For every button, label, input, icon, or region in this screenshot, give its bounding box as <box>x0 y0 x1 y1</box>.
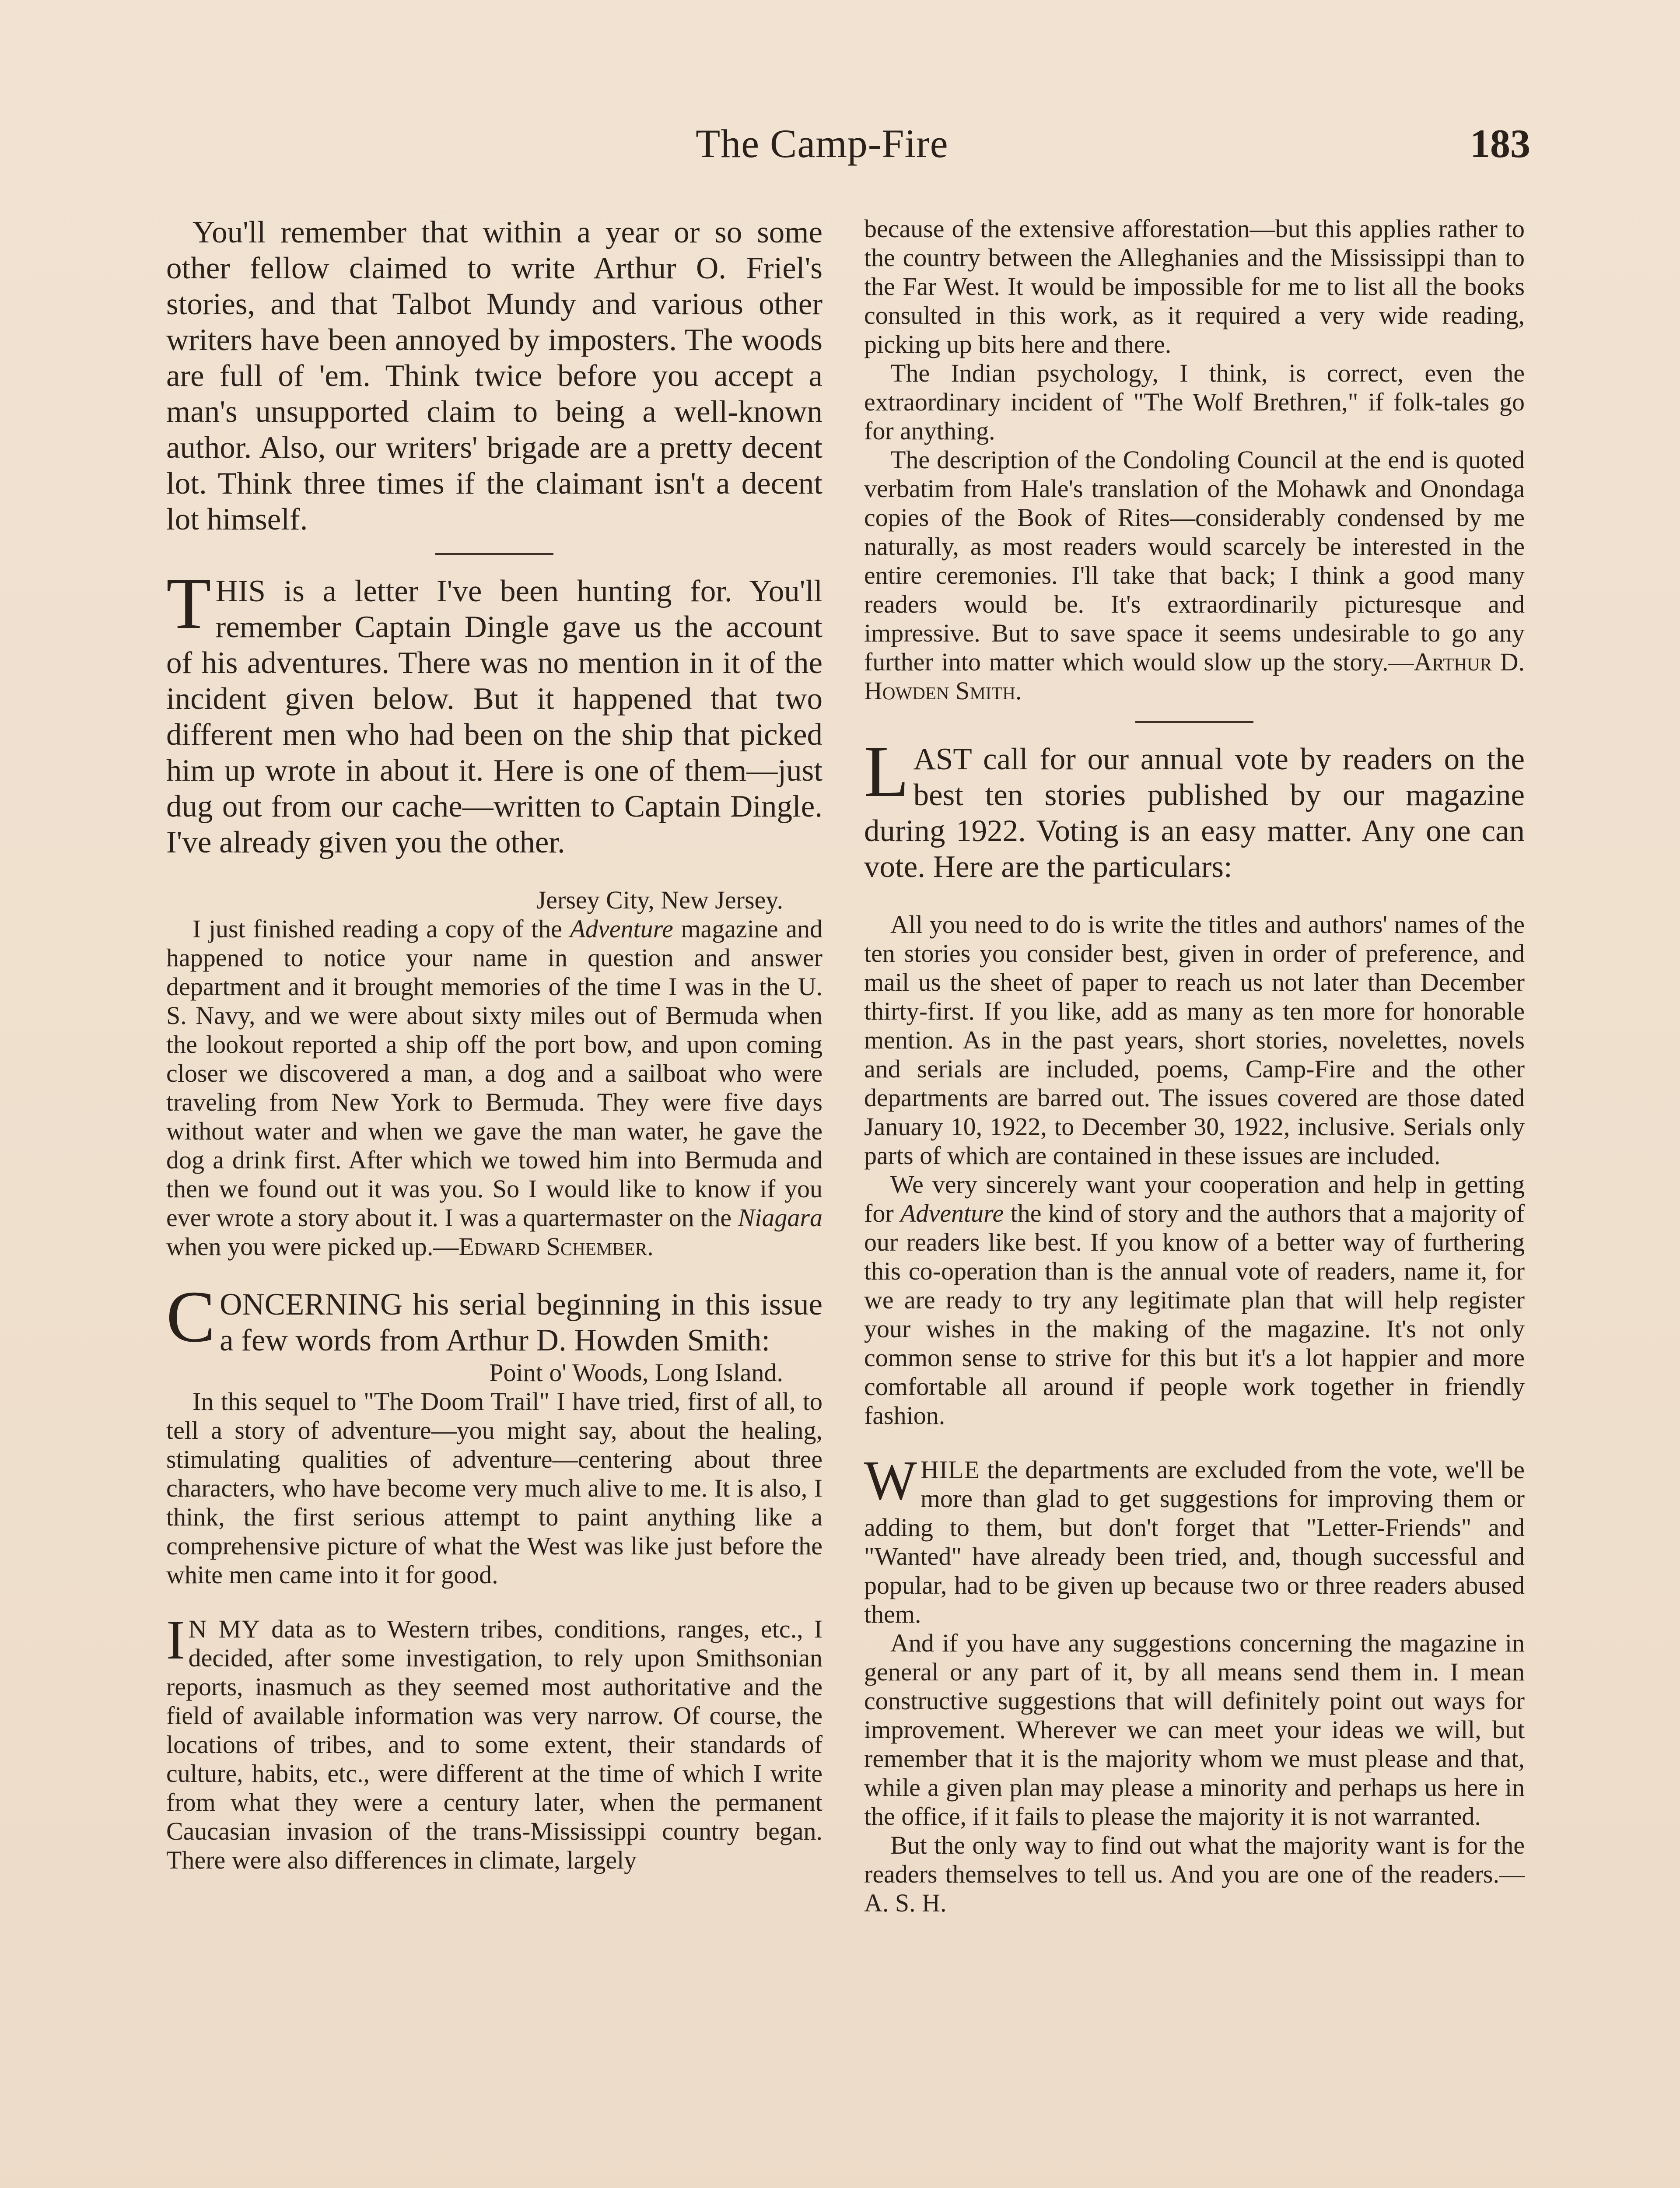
letter-signature: Edward Schember. <box>458 1232 654 1261</box>
left-column <box>166 214 822 1875</box>
vote-instructions-paragraph: All you need to do is write the titles and authors' names of the ten stories you consider best, given in order of preference, and mail us the sheet of paper to reach us not later than December thirty-first. If you like, add as many as ten more for honorable mention. As in the past years, short stories, novelettes, novels and serials are included, poems, Camp-Fire and the other departments are barred out. The issues covered are those dated January 10, 1922, to December 30, 1922, inclusive. Serials only parts of which are contained in these issues are included. <box>864 910 1525 1170</box>
vote-cooperation-paragraph: We very sincerely want your cooperation and help in getting for Adventure the kind of story and the authors that a majority of our readers like best. If you know of a better way of furthering this co-operation than is the annual vote of readers, name it, for we are ready to try any legitimate plan that will help register your wishes in the making of the magazine. It's not only common sense to strive for this but it's a lot happier and more comfortable all around if people work together in friendly fashion. <box>864 1170 1525 1430</box>
serial-intro-paragraph <box>166 1276 822 1358</box>
smith-psychology-paragraph: The Indian psychology, I think, is correct, even the extraordinary incident of "The Wolf Brethren," if folk-tales go for anything. <box>864 359 1525 445</box>
letter-place-line: Jersey City, New Jersey. <box>536 886 783 914</box>
drop-cap: I <box>166 1609 185 1671</box>
page-header <box>0 120 1680 182</box>
smith-continued-paragraph: because of the extensive afforestation—but this applies rather to the country between the Alleghanies and the Mississippi than to the Far West. It would be impossible for me to list all the books consulted in this work, as it required a very wide reading, picking up bits here and there. <box>864 214 1525 358</box>
dingle-intro-text: HIS is a letter I've been hunting for. You'll remember Captain Dingle gave us the account of his adventures. There was no mention in it of the incident given below. But it happened that two different men who had been on the ship that picked him up wrote in about it. Here is one of them—just dug out from our cache—written to Captain Dingle. I've already given you the other. <box>166 574 822 859</box>
closing-paragraph: But the only way to find out what the majority want is for the readers themselves to tell us. And you are one of the readers.—A. S. H. <box>864 1831 1525 1917</box>
section-divider <box>435 553 553 555</box>
running-title: The Camp-Fire <box>696 121 948 166</box>
vote-call-text: AST call for our annual vote by readers on the best ten stories published by our magazine during 1922. Voting is an easy matter. Any one can vote. Here are the particulars: <box>864 742 1525 884</box>
page-number: 183 <box>1470 121 1530 166</box>
letter-place-line: Point o' Woods, Long Island. <box>489 1358 783 1387</box>
right-column <box>864 214 1525 1918</box>
drop-cap: W <box>864 1449 917 1511</box>
magazine-name: Adventure <box>570 915 673 943</box>
drop-cap: L <box>864 731 909 812</box>
magazine-name: Adventure <box>900 1199 1004 1227</box>
smith-council-paragraph: The description of the Condoling Council at the end is quoted verbatim from Hale's translation of the Mohawk and Onondaga copies of the Book of Rites—considerably condensed by me naturally, as most readers would scarcely be interested in the entire ceremonies. I'll take that back; I think a good many readers would be. It's extraordinarily picturesque and impressive. But to save space it seems undesirable to go any further into matter which would slow up the story.—Arthur D. Howden Smith. <box>864 445 1525 705</box>
schember-letter: I just finished reading a copy of the Adventure magazine and happened to notice your name in question and answer department and it brought memories of the time I was in the U. S. Navy, and we were about sixty miles out of Bermuda when the lookout reported a ship off the port bow, and upon coming closer we discovered a man, a dog and a sailboat who were traveling from New York to Bermuda. They were five days without water and when we gave the man water, he gave the dog a drink first. After which we towed him into Bermuda and then we found out it was you. So I would like to know if you ever wrote a story about it. I was a quartermaster on the Niagara when you were picked up.—Edward Schember. <box>166 915 823 1261</box>
smith-data-paragraph: I N MY data as to Western tribes, conditions, ranges, etc., I decided, after some investigation, to rely upon Smithsonian reports, inasmuch as they seemed most authoritative and the field of available information was very narrow. Of course, the locations of tribes, and to some extent, their standards of culture, habits, etc., were different at the time of which I write from what they were a century later, when the permanent Caucasian invasion of the trans-Mississippi country began. There were also differences in climate, largely <box>166 1609 823 1874</box>
intro-paragraph: You'll remember that within a year or so some other fellow claimed to write Arthur O. Friel's stories, and that Talbot Mundy and various other writers have been annoyed by imposters. The woods are full of 'em. Think twice before you accept a man's unsupported claim to being a well-known author. Also, our writers' brigade are a pretty decent lot. Think three times if the claimant isn't a decent lot himself. <box>166 215 822 536</box>
departments-paragraph: WHILE the departments are excluded from the vote, we'll be more than glad to get suggestions for improving them or adding to them, but don't forget that "Letter-Friends" and "Wanted" have already been tried, and, though successful and popular, had to be given up because two or three readers abused them. <box>864 1449 1525 1628</box>
section-divider <box>1135 721 1253 723</box>
serial-intro-text: ONCERNING his serial beginning in this issue a few words from Arthur D. Howden Smith: <box>220 1287 822 1357</box>
suggestions-paragraph: And if you have any suggestions concerning the magazine in general or any part of it, by all means send them in. I mean constructive suggestions that will definitely point out ways for improvement. Wherever we can meet your ideas we will, but remember that it is the majority whom we must please and that, while a given plan may please a minority and perhaps us here in the office, if it fails to please the majority it is not warranted. <box>864 1629 1525 1830</box>
vote-call-paragraph <box>864 731 1525 885</box>
dingle-intro-paragraph <box>166 563 822 860</box>
letter-signature: Arthur D. Howden Smith. <box>864 648 1525 705</box>
smith-letter-paragraph: In this sequel to "The Doom Trail" I have tried, first of all, to tell a story of adventure—you might say, about the healing, stimulating qualities of adventure—centering about three characters, who have become very much alive to me. It is also, I think, the first serious attempt to paint anything like a comprehensive picture of what the West was like just before the white men came into it for good. <box>166 1387 822 1589</box>
drop-cap: T <box>166 563 211 644</box>
drop-cap: C <box>166 1276 216 1357</box>
ship-name: Niagara <box>738 1203 822 1232</box>
